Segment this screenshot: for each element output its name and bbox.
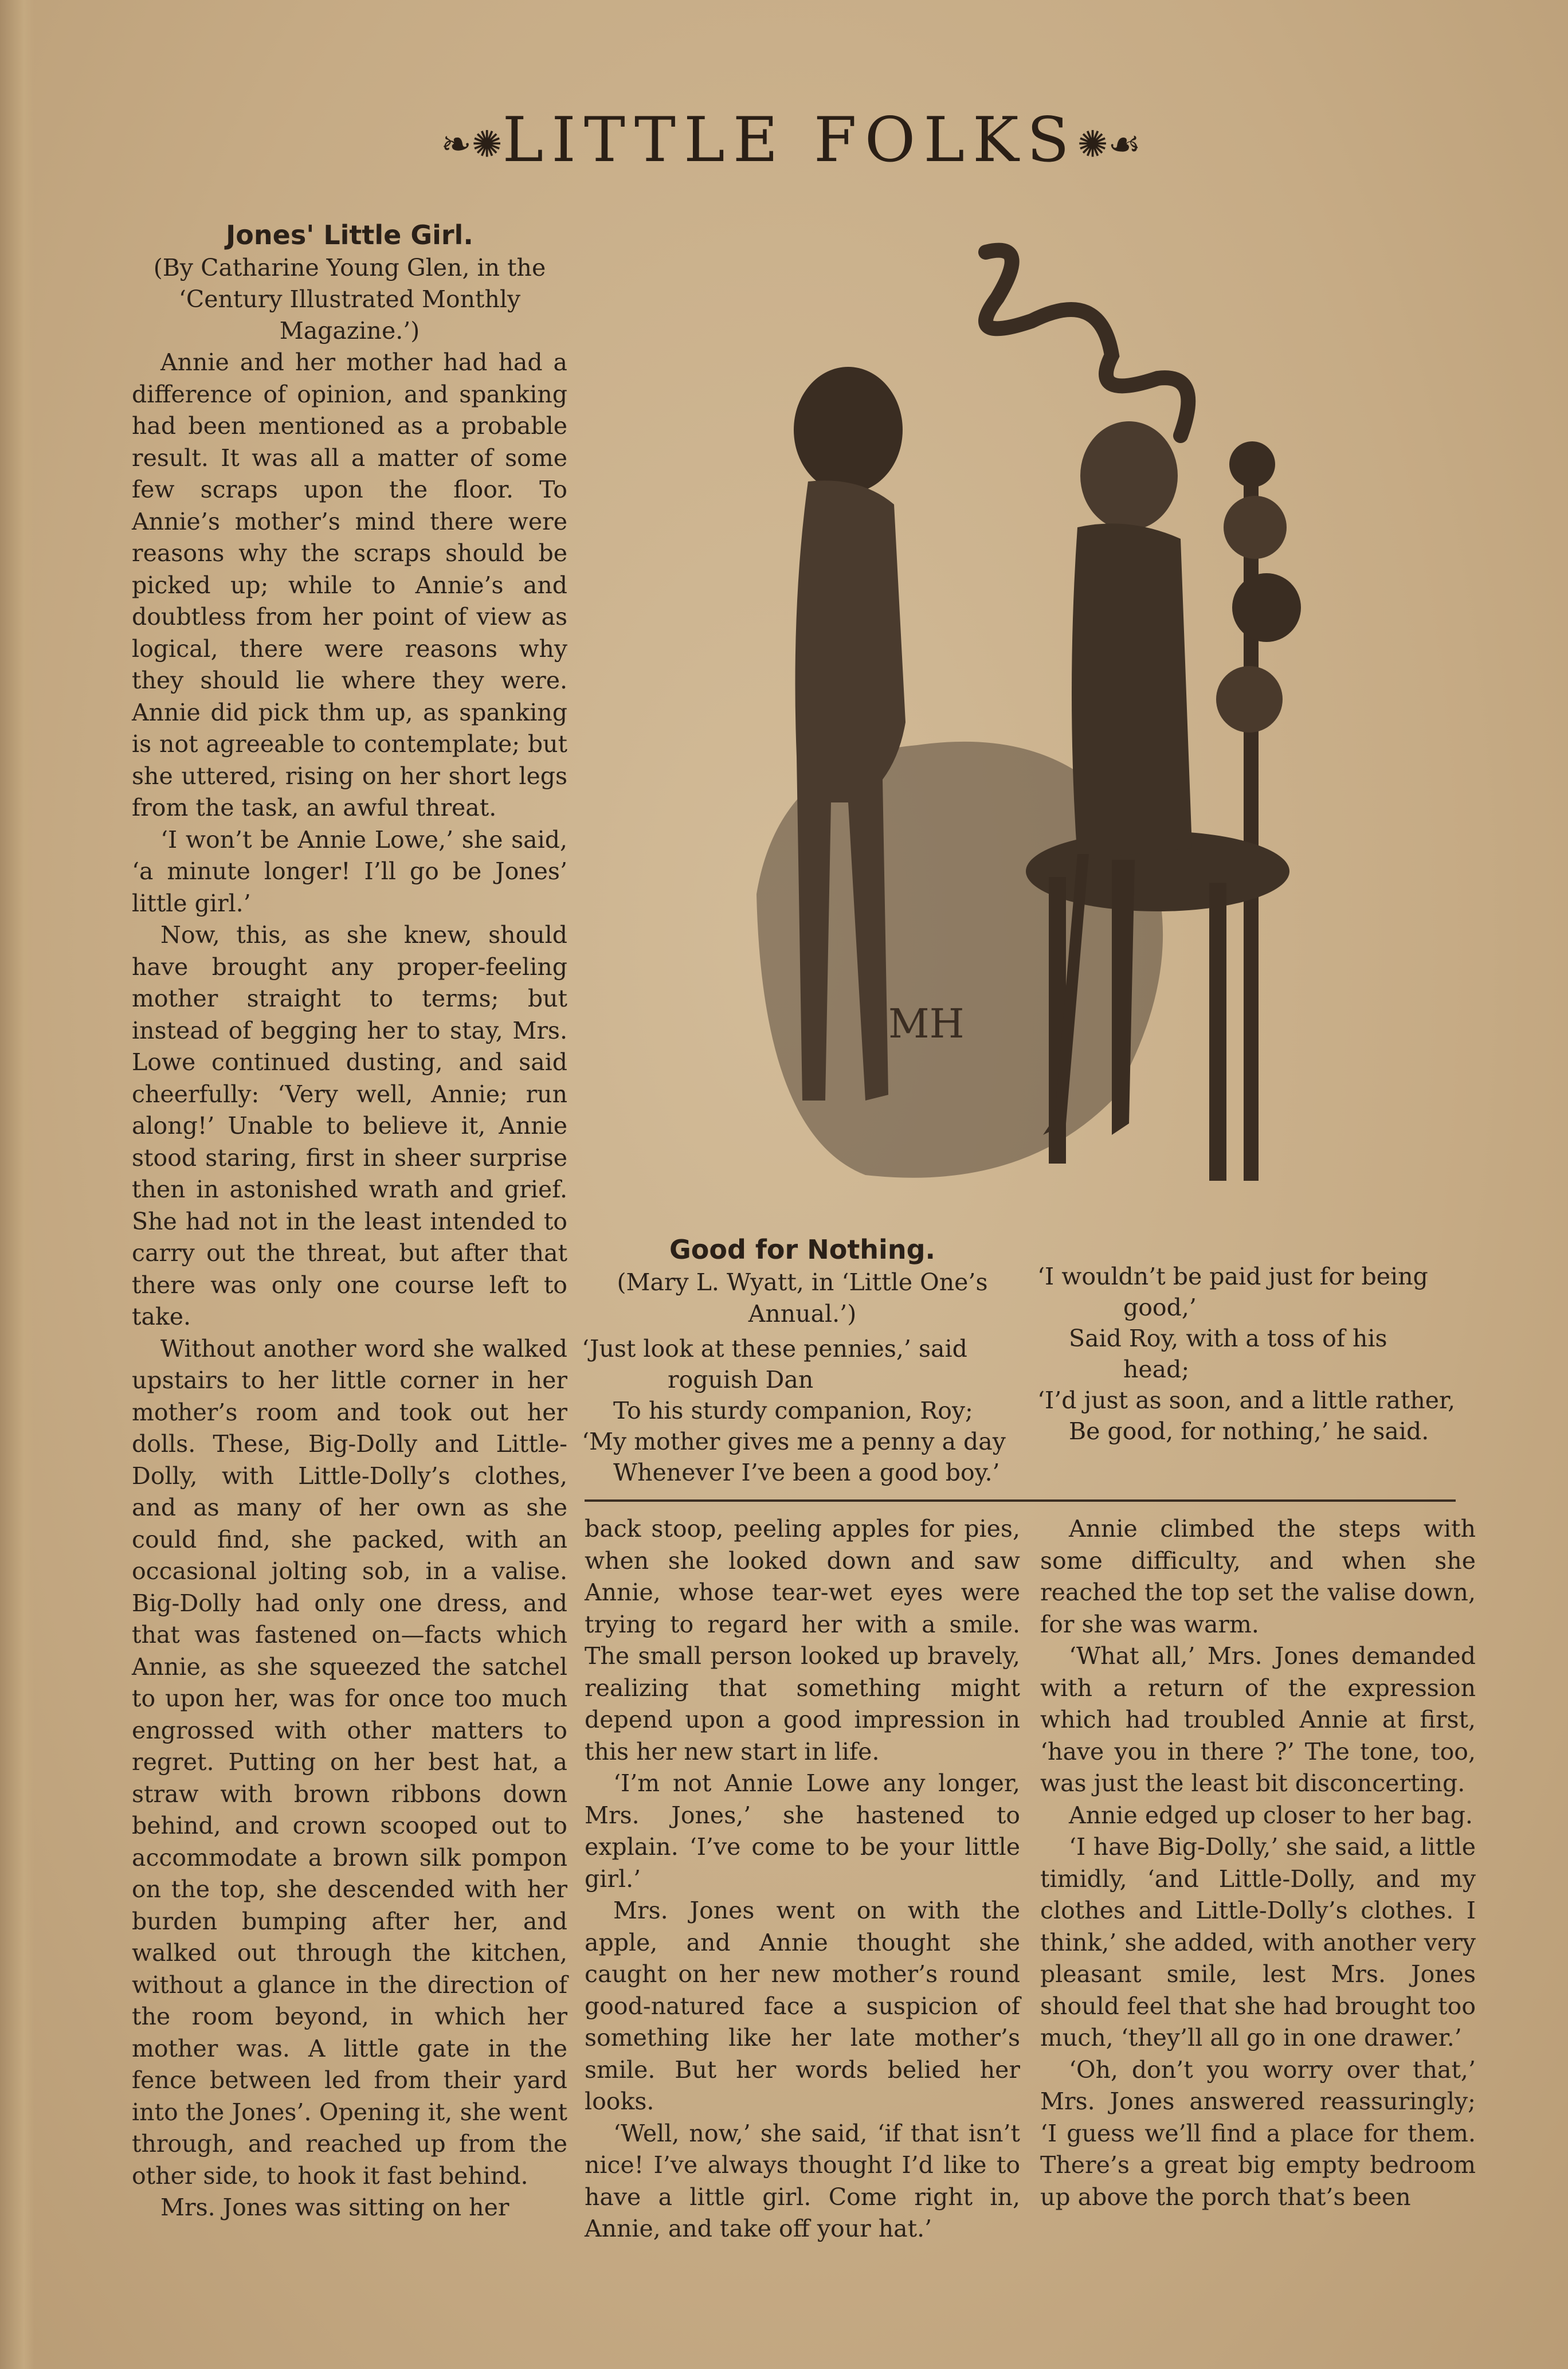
article-column-3 (1040, 1513, 1476, 2213)
paragraph: Mrs. Jones was sitting on her (160, 2194, 509, 2221)
paragraph: Mrs. Jones went on with the apple, and Annie thought she caught on her new mother’s round good-natured face a suspicion of something like her late mother’s smile. But her words belied her looks. (585, 1897, 1020, 2115)
poem-title: Good for Nothing. (669, 1234, 935, 1265)
poem-line: Said Roy, with a toss of his (1069, 1325, 1387, 1352)
poem-line: head; (1123, 1356, 1190, 1383)
paragraph: Annie climbed the steps with some difficulty, and when she reached the top set the valise down, for she was warm. (1040, 1515, 1476, 1638)
illustration-signature: MH (888, 1000, 965, 1047)
article-byline: (By Catharine Young Glen, in the ‘Century Illustrated Monthly Magazine.’) (153, 254, 546, 344)
paragraph: ‘Oh, don’t you worry over that,’ Mrs. Jones answered reassuringly; ‘I guess we’ll find a place for them. There’s a great big empty bedroom up above the porch that’s been (1040, 2055, 1476, 2211)
article-column-2 (585, 1513, 1020, 2245)
poem-line: Whenever I’ve been a good boy.’ (613, 1459, 1000, 1486)
paragraph: Annie edged up closer to her bag. (1069, 1801, 1473, 1829)
poem-line: ‘I wouldn’t be paid just for being (1037, 1263, 1428, 1290)
poem-line: ‘My mother gives me a penny a day (582, 1428, 1006, 1455)
poem-line: ‘Just look at these pennies,’ said (582, 1335, 967, 1362)
poem-left-stanza (582, 1232, 1023, 1488)
right-ornament-icon: ✺☙ (1077, 123, 1141, 166)
poem-line: Be good, for nothing,’ he said. (1069, 1418, 1429, 1445)
left-ornament-icon: ❧✺ (441, 123, 503, 166)
illustration-two-boys (676, 206, 1398, 1204)
page-edge (0, 0, 34, 2369)
paragraph: Now, this, as she knew, should have brought any proper-feeling mother straight to terms; but instead of begging her to stay, Mrs. Lowe continued dusting, and said cheerfully: ‘Very well, Annie; run along!’ Unable to believe it, Annie stood staring, first in sheer surprise then in astonished wrath and grief. She had not in the least intended to carry out the threat, but after that there was only one course left to take. (132, 921, 567, 1330)
poem-line: To his sturdy companion, Roy; (613, 1397, 973, 1424)
paragraph: ‘I won’t be Annie Lowe,’ she said, ‘a minute longer! I’ll go be Jones’ little girl.’ (132, 825, 567, 917)
paragraph: Without another word she walked upstairs to her little corner in her mother’s room and took out her dolls. These, Big-Dolly and Little-Dolly, with Little-Dolly’s clothes, and as many of her own as she could find, she packed, with an occasional jolting sob, in a valise. Big-Dolly had only one dress, and that was fastened on—facts which Annie, as she squeezed the satchel to upon her, was for once too much engrossed with other matters to regret. Putting on her best hat, a straw with brown ribbons down behind, and crown scooped out to accommodate a brown silk pompon on the top, she descended with her burden bumping after her, and walked out through the kitchen, without a glance in the direction of the room beyond, in which her mother was. A little gate in the fence between led from their yard into the Jones’. Opening it, she went through, and reached up from the other side, to hook it fast behind. (132, 1334, 567, 2190)
poem-line: roguish Dan (668, 1366, 814, 1393)
paragraph: ‘I have Big-Dolly,’ she said, a little timidly, ‘and Little-Dolly, and my clothes and Little-Dolly’s clothes. I think,’ she added, with another very pleasant smile, lest Mrs. Jones should feel that she had brought too much, ‘they’ll all go in one drawer.’ (1040, 1833, 1476, 2051)
poem-line: ‘I’d just as soon, and a little rather, (1037, 1387, 1456, 1414)
article-title: Jones' Little Girl. (226, 220, 473, 250)
article-column-1 (132, 218, 567, 2224)
paragraph: ‘Well, now,’ she said, ‘if that isn’t nice! I’ve always thought I’d like to have a little girl. Come right in, Annie, and take off your hat.’ (585, 2119, 1020, 2242)
paragraph: back stoop, peeling apples for pies, when she looked down and saw Annie, whose tear-wet eyes were trying to regard her with a smile. The small person looked up bravely, realizing that something might depend upon a good impression in this her new start in life. (585, 1515, 1020, 1765)
masthead (367, 100, 1215, 181)
poem-right-stanza (1037, 1261, 1479, 1447)
poem-byline: (Mary L. Wyatt, in ‘Little One’s Annual.’) (617, 1268, 988, 1328)
poem-line: good,’ (1123, 1294, 1197, 1321)
paragraph: ‘I’m not Annie Lowe any longer, Mrs. Jones,’ she hastened to explain. ‘I’ve come to be your little girl.’ (585, 1769, 1020, 1893)
section-divider (585, 1499, 1456, 1502)
masthead-title: LITTLE FOLKS (502, 104, 1077, 176)
paragraph: ‘What all,’ Mrs. Jones demanded with a return of the expression which had troubled Annie at first, ‘have you in there ?’ The tone, too, was just the least bit disconcerting. (1040, 1642, 1476, 1797)
paragraph: Annie and her mother had had a difference of opinion, and spanking had been mentioned as a probable result. It was all a matter of some few scraps upon the floor. To Annie’s mother’s mind there were reasons why the scraps should be picked up; while to Annie’s and doubtless from her point of view as logical, there were reasons why they should lie where they were. Annie did pick thm up, as spanking is not agreeable to contemplate; but she uttered, rising on her short legs from the task, an awful threat. (132, 349, 567, 821)
